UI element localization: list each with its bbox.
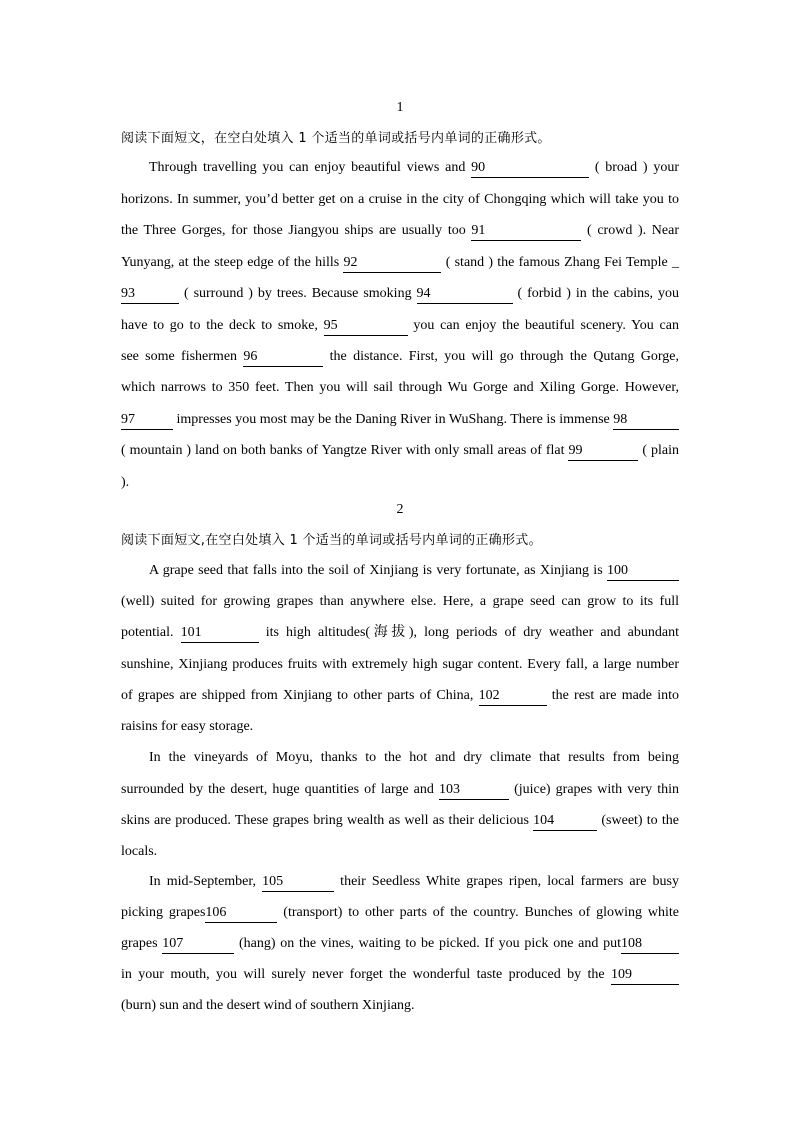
answer-blank[interactable]: 96: [243, 349, 323, 367]
passage-text: potential.: [121, 625, 181, 640]
passage-line: [121, 717, 679, 737]
answer-blank[interactable]: 105: [262, 874, 334, 892]
passage-text: locals.: [121, 844, 158, 859]
passage-text: ( forbid ) in the cabins, you: [512, 286, 679, 301]
passage-text: A grape seed that falls into the soil of Xinjiang is very fortunate, as Xinjiang is: [149, 563, 607, 578]
passage-text: grapes: [121, 936, 163, 951]
passage-text: In the vineyards of Moyu, thanks to the hot and dry climate that results from being: [149, 750, 679, 765]
passage-line: [121, 253, 679, 273]
passage-text: (well) suited for growing grapes than anywhere else. Here, a grape seed can grow to its full: [121, 594, 679, 609]
answer-blank[interactable]: 108: [621, 936, 679, 954]
passage-text: In mid-September,: [149, 874, 263, 889]
answer-blank[interactable]: 101: [181, 625, 259, 643]
passage-text: skins are produced. These grapes bring wealth as well as their delicious: [121, 813, 534, 828]
passage-line: [121, 623, 679, 643]
passage-text: its high altitudes(海拔), long periods of dry weather and abundant: [258, 625, 679, 640]
answer-blank[interactable]: 102: [479, 688, 547, 706]
answer-blank[interactable]: 103: [439, 782, 509, 800]
answer-blank[interactable]: 91: [471, 223, 581, 241]
passage-text: you can enjoy the beautiful scenery. You can: [407, 318, 679, 333]
passage-line: [149, 561, 679, 581]
passage-text: ( mountain ) land on both banks of Yangtze River with only small areas of flat: [121, 443, 569, 458]
passage-line: [149, 158, 679, 178]
passage-text: ( stand ) the famous Zhang Fei Temple _: [441, 255, 679, 270]
passage-text: in your mouth, you will surely never forget the wonderful taste produced by the: [121, 967, 611, 982]
answer-blank[interactable]: 100: [607, 563, 679, 581]
passage-text: ( crowd ). Near: [581, 223, 680, 238]
passage-line: [121, 378, 679, 398]
passage-line: [121, 965, 679, 985]
passage-text: Through travelling you can enjoy beautiful views and: [149, 160, 472, 175]
passage-line: [149, 872, 679, 892]
section-number: 1: [396, 100, 404, 115]
passage-line: [121, 996, 679, 1016]
answer-blank[interactable]: 92: [343, 255, 441, 273]
passage-text: the rest are made into: [546, 688, 679, 703]
passage-line: [121, 842, 679, 862]
passage-line: [121, 686, 679, 706]
passage-text: horizons. In summer, you’d better get on a cruise in the city of Chongqing which will take you to: [121, 192, 679, 207]
passage-line: [121, 347, 679, 367]
answer-blank[interactable]: 104: [533, 813, 597, 831]
answer-blank[interactable]: 98: [613, 412, 679, 430]
answer-blank[interactable]: 97: [121, 412, 173, 430]
passage-line: [121, 441, 679, 461]
instruction-text: 阅读下面短文，在空白处填入 1 个适当的单词或括号内单词的正确形式。: [121, 131, 551, 146]
passage-text: impresses you most may be the Daning River in WuShang. There is immense: [173, 412, 614, 427]
passage-text: ( plain: [638, 443, 680, 458]
passage-text: ( broad ) your: [589, 160, 679, 175]
passage-text: (hang) on the vines, waiting to be picked. If you pick one and put: [234, 936, 621, 951]
instruction-text: 阅读下面短文,在空白处填入 1 个适当的单词或括号内单词的正确形式。: [121, 533, 542, 548]
passage-text: picking grapes: [121, 905, 206, 920]
passage-text: of grapes are shipped from Xinjiang to other parts of China,: [121, 688, 479, 703]
answer-blank[interactable]: 90: [471, 160, 589, 178]
passage-line: [121, 473, 679, 493]
answer-blank[interactable]: 93: [121, 286, 179, 304]
passage-text: Yunyang, at the steep edge of the hills: [121, 255, 344, 270]
passage-text: (juice) grapes with very thin: [508, 782, 679, 797]
passage-text: the distance. First, you will go through the Qutang Gorge,: [323, 349, 679, 364]
passage-text: ).: [121, 475, 130, 490]
passage-line: [121, 811, 679, 831]
passage-text: (transport) to other parts of the country. Bunches of glowing white: [277, 905, 680, 920]
passage-text: surrounded by the desert, huge quantities of large and: [121, 782, 439, 797]
answer-blank[interactable]: 109: [611, 967, 679, 985]
passage-text: raisins for easy storage.: [121, 719, 254, 734]
passage-text: the Three Gorges, for those Jiangyou ships are usually too: [121, 223, 472, 238]
answer-blank[interactable]: 106: [205, 905, 277, 923]
passage-text: their Seedless White grapes ripen, local farmers are busy: [334, 874, 679, 889]
passage-line: [121, 903, 679, 923]
passage-line: [149, 748, 679, 768]
passage-line: [121, 410, 679, 430]
passage-line: [121, 592, 679, 612]
section-number: 2: [396, 502, 404, 517]
passage-text: (sweet) to the: [597, 813, 679, 828]
passage-line: [121, 934, 679, 954]
answer-blank[interactable]: 95: [324, 318, 408, 336]
passage-line: [121, 780, 679, 800]
passage-line: [121, 316, 679, 336]
answer-blank[interactable]: 99: [568, 443, 638, 461]
passage-text: sunshine, Xinjiang produces fruits with extremely high sugar content. Every fall, a large number: [121, 657, 679, 672]
passage-line: [121, 190, 679, 210]
passage-line: [121, 284, 679, 304]
answer-blank[interactable]: 107: [162, 936, 234, 954]
answer-blank[interactable]: 94: [417, 286, 513, 304]
passage-text: which narrows to 350 feet. Then you will sail through Wu Gorge and Xiling Gorge. However,: [121, 380, 679, 395]
passage-text: ( surround ) by trees. Because smoking: [179, 286, 417, 301]
passage-text: (burn) sun and the desert wind of southern Xinjiang.: [121, 998, 415, 1013]
passage-text: see some fishermen: [121, 349, 244, 364]
passage-line: [121, 655, 679, 675]
passage-line: [121, 221, 679, 241]
passage-text: have to go to the deck to smoke,: [121, 318, 324, 333]
